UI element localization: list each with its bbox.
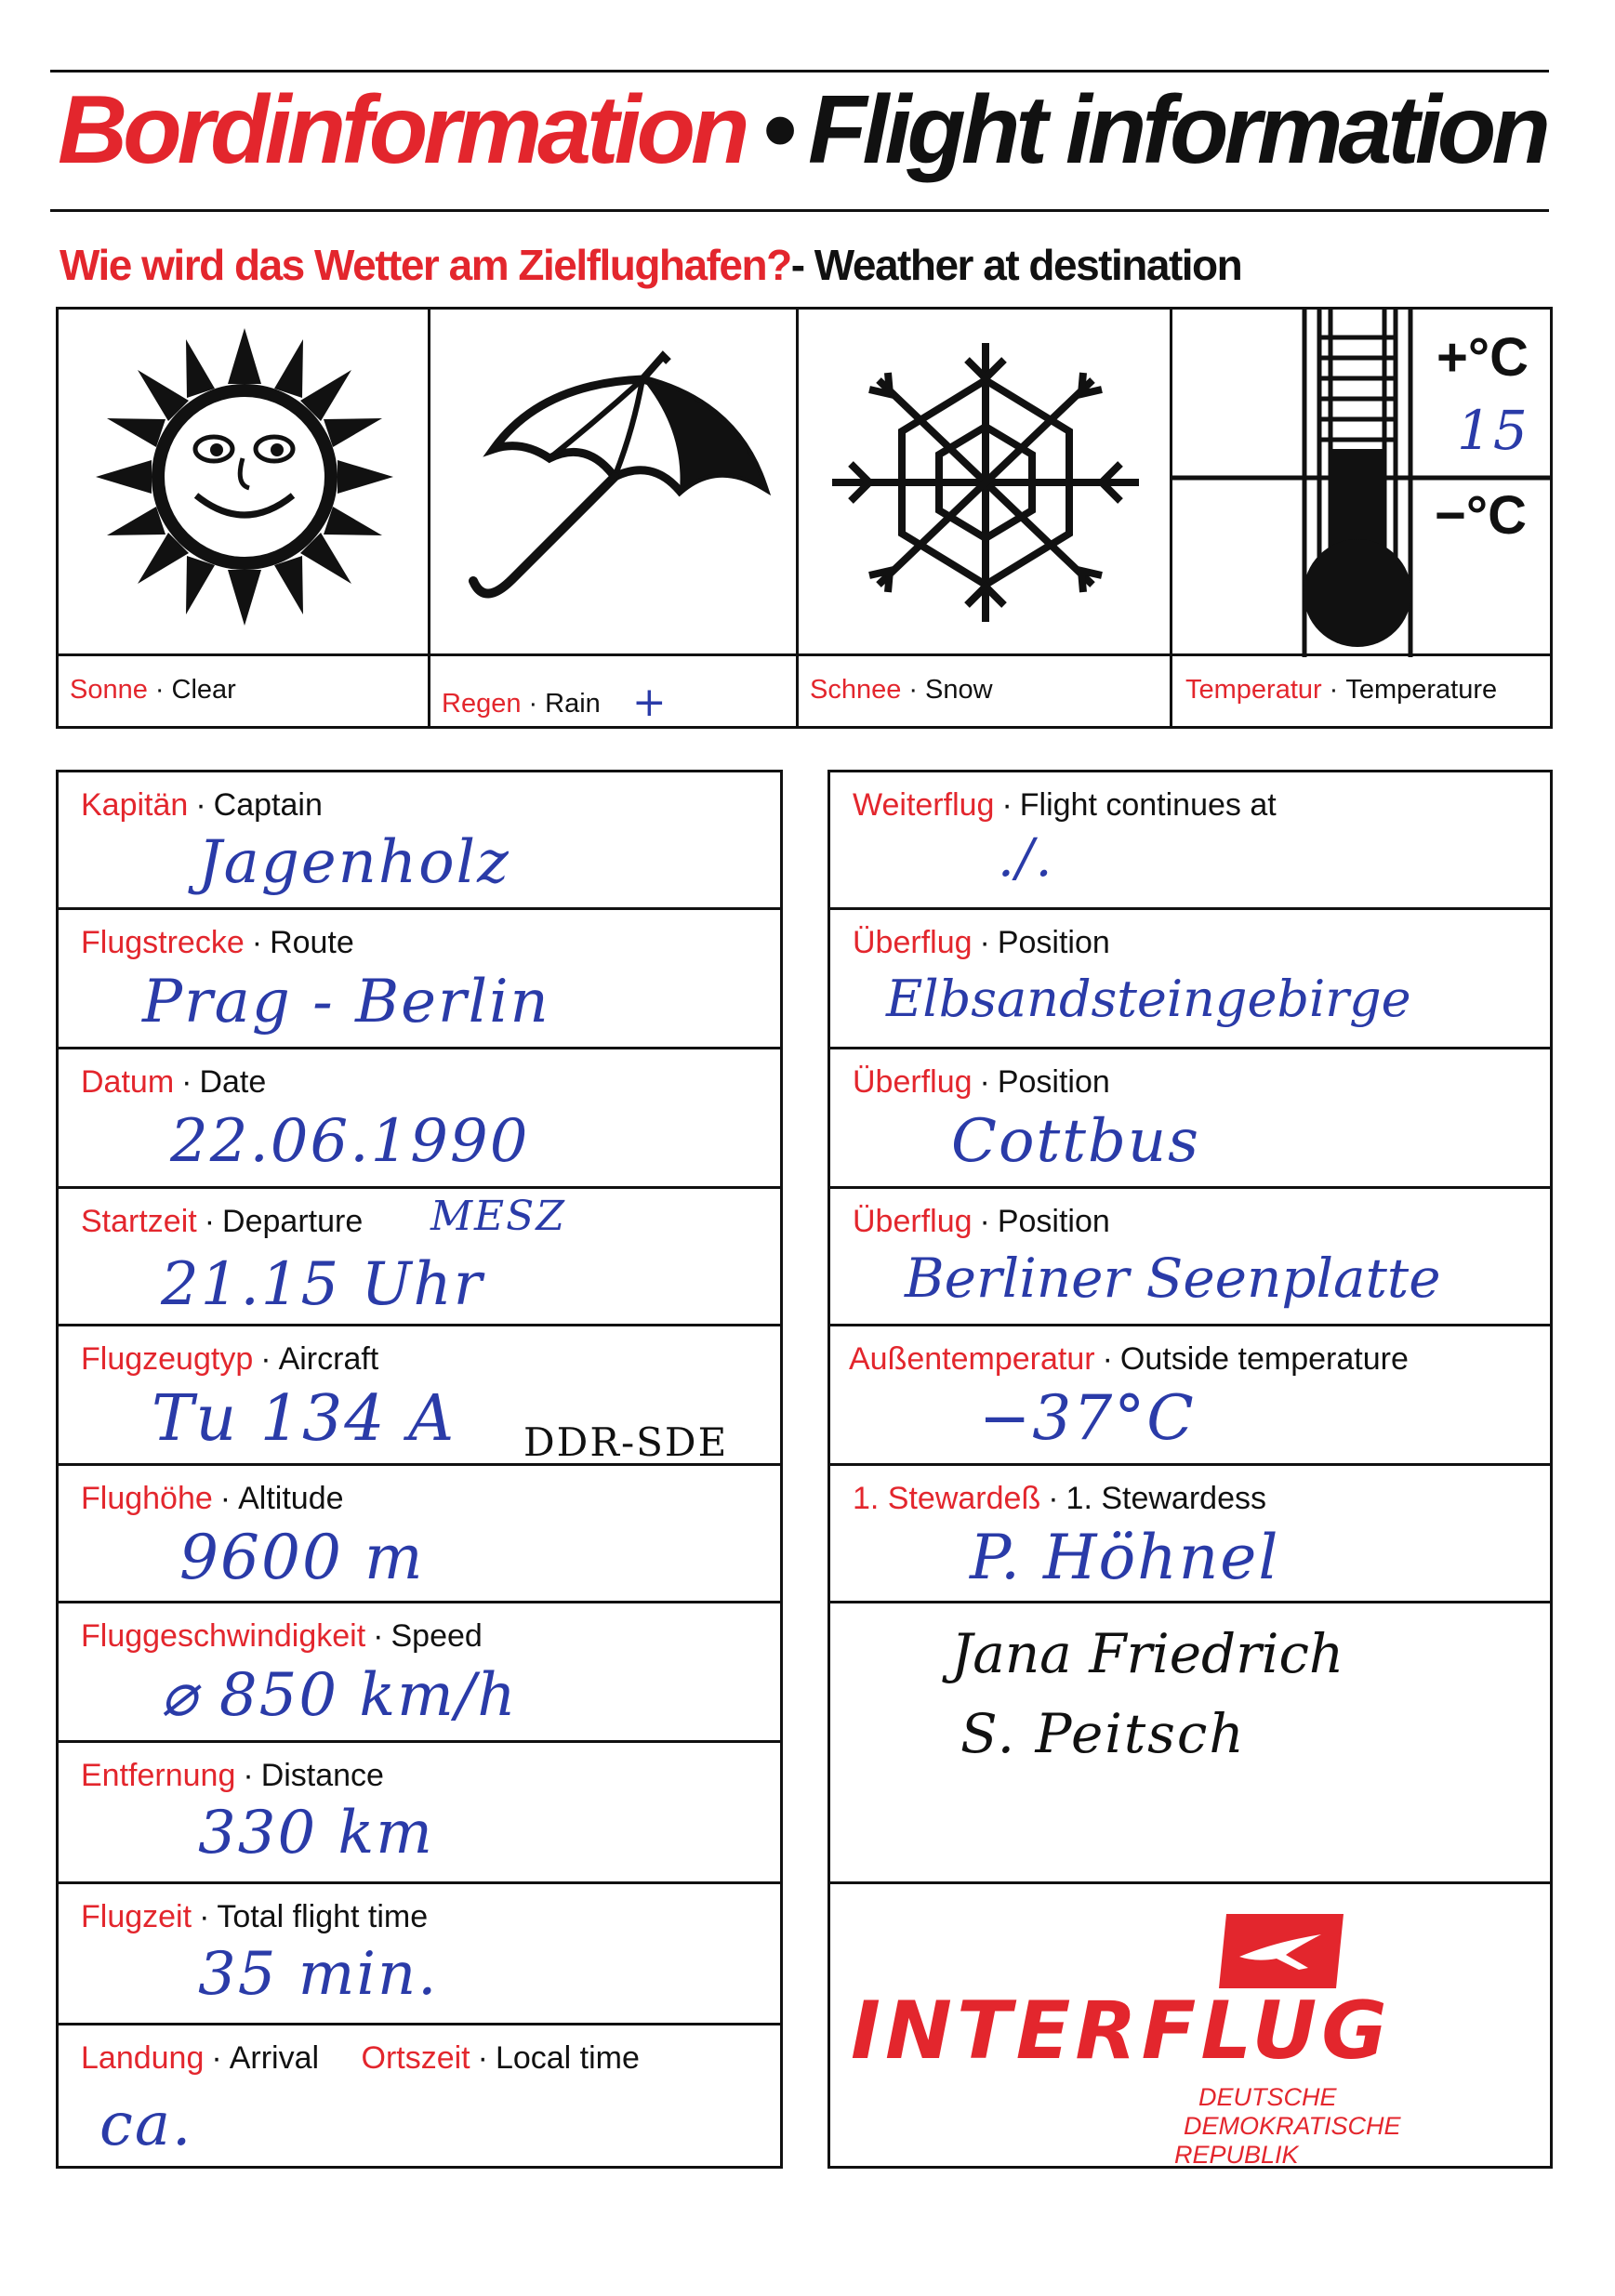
field-value: 22.06.1990 <box>170 1107 530 1176</box>
field-label-de: Startzeit <box>81 1204 197 1239</box>
country-line-2: DEMOKRATISCHE <box>1184 2112 1401 2140</box>
field-label-de: Entfernung <box>81 1758 236 1793</box>
subtitle <box>60 240 1241 290</box>
weather-label-de: Regen <box>442 689 522 719</box>
field-value: 330 km <box>198 1799 434 1867</box>
field-value: 21.15 Uhr <box>161 1250 484 1319</box>
aircraft-registration: DDR-SDE <box>523 1419 729 1465</box>
field-label-de: Überflug <box>853 1204 973 1239</box>
field-label-de: Überflug <box>853 1064 973 1100</box>
flight-details-right <box>827 770 1553 2169</box>
weather-label-de: Sonne <box>70 675 148 705</box>
weather-label-en: Temperature <box>1345 675 1498 705</box>
field-label-de: Außentemperatur <box>849 1341 1095 1377</box>
field-label-de: Datum <box>81 1064 175 1100</box>
field-value: ./. <box>998 828 1054 889</box>
field-label-en: Position <box>997 1064 1110 1100</box>
field-position-3: Überflug · Position Berliner Seenplatte <box>830 1189 1550 1326</box>
field-value: Prag - Berlin <box>142 968 550 1036</box>
field-label-en: Altitude <box>238 1481 344 1516</box>
umbrella-icon <box>457 328 773 635</box>
field-label-en: Route <box>270 925 354 960</box>
field-value: Elbsandsteingebirge <box>886 970 1411 1028</box>
field-value: ca. <box>99 2091 193 2159</box>
weather-cell-temperature <box>1172 310 1550 726</box>
field-label-en: Departure <box>222 1204 364 1239</box>
weather-cell-clear <box>59 310 430 726</box>
subtitle-de: Wie wird das Wetter am Zielflughafen? <box>60 241 791 289</box>
crew-signatures <box>830 1603 1550 1884</box>
country-line-3: REPUBLIK <box>1174 2141 1299 2169</box>
field-label-en: Outside temperature <box>1119 1341 1409 1377</box>
field-label-en: Position <box>997 1204 1110 1239</box>
weather-label-en: Snow <box>925 675 993 705</box>
field-aircraft: Flugzeugtyp · Aircraft Tu 134 A DDR-SDE <box>59 1326 780 1466</box>
field-label-de: Flugstrecke <box>81 925 245 960</box>
minus-celsius: −°C <box>1435 485 1527 546</box>
interflug-wordmark: INTERFLUG <box>851 1985 1392 2078</box>
weather-label-en: Clear <box>171 675 236 705</box>
field-label-de: Kapitän <box>81 787 189 823</box>
interflug-logo-area <box>830 1884 1550 2169</box>
field-value: Tu 134 A <box>152 1382 457 1456</box>
field-value: 9600 m <box>179 1522 425 1593</box>
temperature-value: 15 <box>1457 399 1529 462</box>
field-flight-time: Flugzeit · Total flight time 35 min. <box>59 1884 780 2025</box>
title-en: Flight information <box>808 76 1546 184</box>
title-rule <box>50 209 1549 212</box>
field-value: Jagenholz <box>198 828 510 897</box>
flight-details-left <box>56 770 783 2169</box>
field-label-en: Date <box>199 1064 267 1100</box>
weather-label-de: Schnee <box>810 675 902 705</box>
field-label-en: Speed <box>391 1618 483 1654</box>
field-value: −37°C <box>979 1382 1196 1454</box>
field-speed: Fluggeschwindigkeit · Speed ⌀ 850 km/h <box>59 1603 780 1743</box>
title-separator: • <box>761 76 792 184</box>
country-name <box>1174 2083 1401 2170</box>
field-label-en: Position <box>997 925 1110 960</box>
field-label-en: Aircraft <box>278 1341 379 1377</box>
weather-cell-snow <box>799 310 1172 726</box>
weather-cell-rain <box>430 310 799 726</box>
local-time-label-de: Ortszeit <box>361 2040 470 2076</box>
field-label-en: Total flight time <box>217 1899 429 1934</box>
weather-label-rain: Regen · Rain + <box>430 653 796 726</box>
local-time-label-en: Local time <box>495 2040 640 2076</box>
country-line-1: DEUTSCHE <box>1198 2083 1337 2111</box>
field-label-de: Fluggeschwindigkeit <box>81 1618 366 1654</box>
field-label-de: 1. Stewardeß <box>853 1481 1041 1516</box>
weather-label-de: Temperatur <box>1185 675 1322 705</box>
top-rule <box>50 70 1549 73</box>
field-outside-temperature: Außentemperatur · Outside temperature −37°C <box>830 1326 1550 1466</box>
field-altitude: Flughöhe · Altitude 9600 m <box>59 1466 780 1603</box>
subtitle-en: - Weather at destination <box>790 241 1242 289</box>
rain-check-mark: + <box>631 679 669 726</box>
field-label-en: Flight continues at <box>1019 787 1277 823</box>
field-label-en: 1. Stewardess <box>1066 1481 1266 1516</box>
field-continues: Weiterflug · Flight continues at ./. <box>830 772 1550 910</box>
weather-grid <box>56 307 1553 729</box>
field-label-de: Flugzeit <box>81 1899 192 1934</box>
field-label-de: Flughöhe <box>81 1481 213 1516</box>
title-de: Bordinformation <box>58 76 746 184</box>
field-label-de: Landung <box>81 2040 205 2076</box>
field-stewardess: 1. Stewardeß · 1. Stewardess P. Höhnel <box>830 1466 1550 1603</box>
field-value: P. Höhnel <box>970 1522 1280 1593</box>
snowflake-icon <box>832 343 1139 622</box>
field-departure: Startzeit · Departure MESZ 21.15 Uhr <box>59 1189 780 1326</box>
field-label-en: Captain <box>213 787 323 823</box>
weather-label-snow: Schnee · Snow <box>799 653 1170 726</box>
field-position-1: Überflug · Position Elbsandsteingebirge <box>830 910 1550 1049</box>
field-distance: Entfernung · Distance 330 km <box>59 1743 780 1884</box>
field-label-de: Flugzeugtyp <box>81 1341 254 1377</box>
weather-label-temperature: Temperatur · Temperature <box>1172 653 1550 726</box>
field-value: ⌀ 850 km/h <box>161 1661 518 1730</box>
page-title <box>58 76 1546 184</box>
field-date: Datum · Date 22.06.1990 <box>59 1049 780 1189</box>
weather-label-clear: Sonne · Clear <box>59 653 428 726</box>
field-value: Berliner Seenplatte <box>905 1247 1441 1310</box>
field-arrival: Landung · Arrival Ortszeit · Local time ca. <box>81 2040 640 2159</box>
crew-signature-2: S. Peitsch <box>960 1702 1246 1765</box>
plus-celsius: +°C <box>1436 327 1529 388</box>
field-captain: Kapitän · Captain Jagenholz <box>59 772 780 910</box>
field-position-2: Überflug · Position Cottbus <box>830 1049 1550 1189</box>
field-label-en: Distance <box>260 1758 384 1793</box>
field-label-de: Weiterflug <box>853 787 995 823</box>
crew-signature-1: Jana Friedrich <box>951 1622 1344 1685</box>
field-route: Flugstrecke · Route Prag - Berlin <box>59 910 780 1049</box>
field-label-de: Überflug <box>853 925 973 960</box>
field-value: 35 min. <box>198 1940 439 2009</box>
field-label-en: Arrival <box>229 2040 320 2076</box>
field-value: Cottbus <box>951 1107 1200 1176</box>
interflug-bird-icon <box>1219 1914 1344 1988</box>
weather-label-en: Rain <box>545 689 601 719</box>
timezone-note: MESZ <box>430 1193 566 1240</box>
sun-icon <box>96 328 393 626</box>
